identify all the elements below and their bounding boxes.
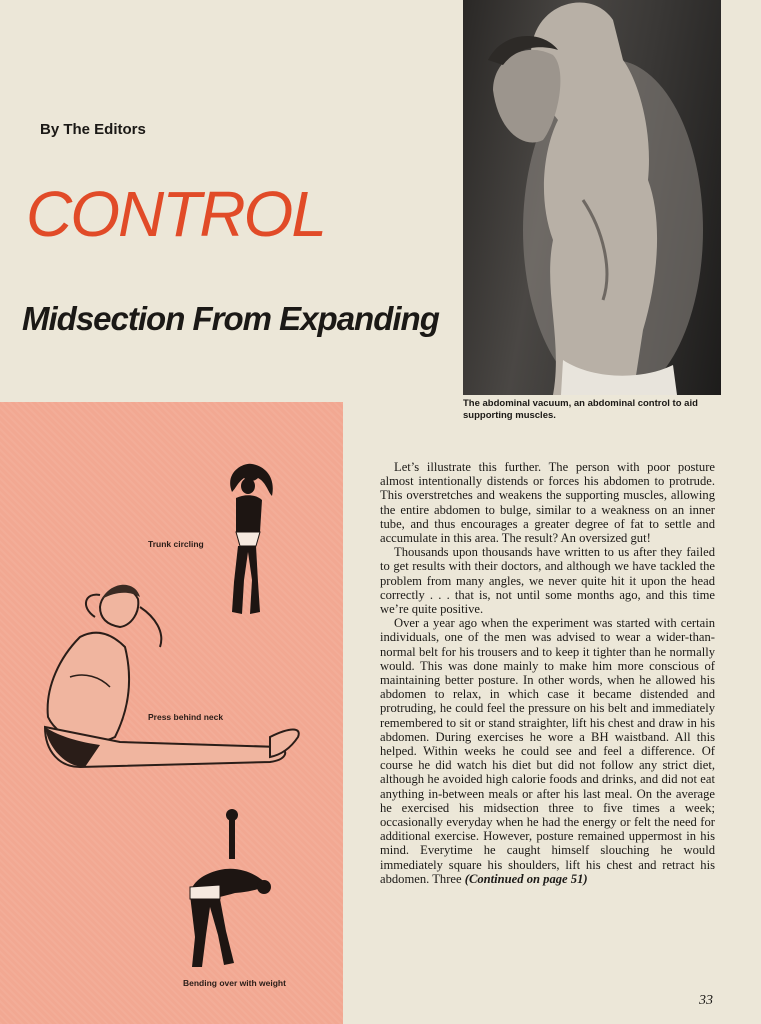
photo-caption: The abdominal vacuum, an abdominal control to aid supporting muscles.	[463, 398, 698, 421]
paragraph-1: Let’s illustrate this further. The person with poor posture almost intentionally distends or forces his abdomen to protrude. This overstretches and weakens the supporting muscles, allowing the entire abdomen to bulge, similar to a weakness on an inner tube, and thus encourages a greater degree of fat to settle and accumulate in this area. The result? An oversized gut!	[380, 460, 715, 546]
bending-over-figure	[180, 807, 275, 972]
paragraph-2: Thousands upon thousands have written to us after they failed to get results with their doctors, and although we have tackled the problem from many angles, we never quite hit it upon the head correctly . . . that is, not until some months ago, and this time we’re quite positive.	[380, 545, 715, 617]
label-trunk-circling: Trunk circling	[148, 539, 204, 549]
article-body	[380, 460, 715, 886]
paragraph-3	[380, 616, 715, 886]
label-press-behind-neck: Press behind neck	[148, 712, 224, 722]
page-subtitle: Midsection From Expanding	[22, 300, 439, 337]
illustration-panel	[0, 402, 343, 1024]
press-behind-neck-figure	[40, 577, 305, 787]
page-number: 33	[699, 993, 713, 1008]
label-bending-over: Bending over with weight	[183, 978, 286, 988]
bodybuilder-photo	[463, 0, 721, 395]
continued-note: (Continued on page 51)	[464, 871, 588, 886]
byline: By The Editors	[40, 121, 146, 138]
page-title: CONTROL	[26, 178, 325, 250]
paragraph-3-text: Over a year ago when the experiment was started with certain individuals, one of the men was advised to wear a wider-than-normal belt for his trousers and to keep it tighter than he normally would. This was done mainly to make him more conscious of maintaining better posture. In other words, when he allowed his abdomen to relax, in which case it became distended and protruding, he could feel the pressure on his belt and immediately remembered to sit or stand straighter, lift his chest and draw in his abdomen. During exercises he wore a BH waistband. All this helped. Within weeks he could see and feel a difference. Of course he did watch his diet but did not follow any strict diet, although he avoided high calorie foods and drinks, and did not eat anything in-between meals or after his last meal. On the average he exercised his midsection three to five times a week; occasionally everyday when he had the energy or felt the need for additional exercise. However, posture remained uppermost in his mind. Everytime he caught himself slouching he would immediately square his shoulders, lift his chest and retract his abdomen. Three	[380, 616, 715, 886]
